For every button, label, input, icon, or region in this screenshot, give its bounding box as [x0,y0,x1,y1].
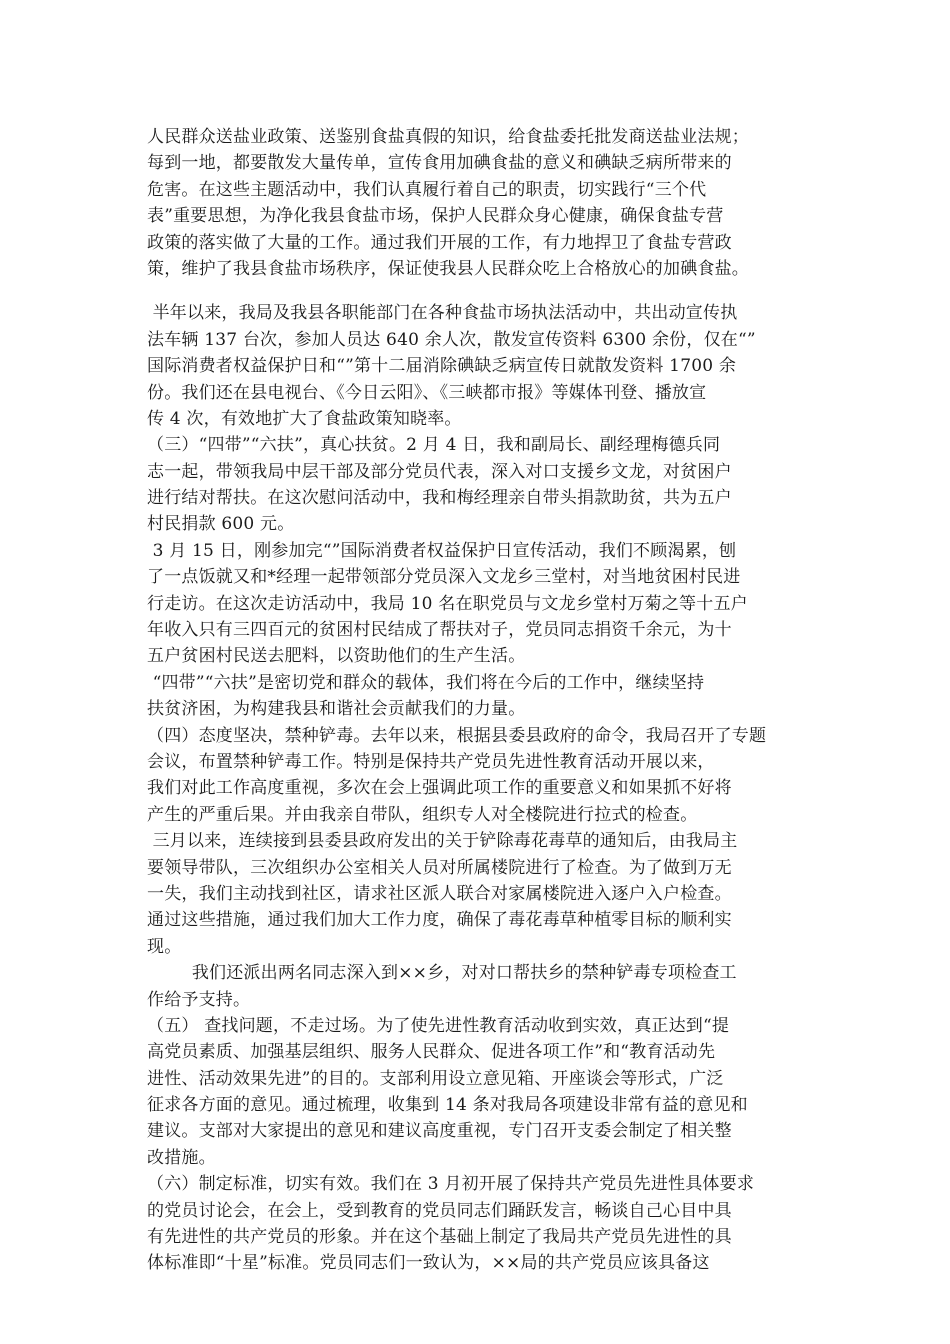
text-line: 会议，布置禁种铲毒工作。特别是保持共产党员先进性教育活动开展以来， [147,751,715,772]
text-line: 改措施。 [147,1147,216,1168]
text-line: （三）“四带”“六扶”，真心扶贫。2 月 4 日，我和副局长、副经理梅德兵同 [147,435,721,456]
text-line: 五户贫困村民送去肥料，以资助他们的生产生活。 [147,646,526,667]
text-line: 国际消费者权益保护日和“”第十二届消除碘缺乏病宣传日就散发资料 1700 余 [147,356,737,377]
text-line: 传 4 次，有效地扩大了食盐政策知晓率。 [147,408,462,429]
text-line: 体标准即“十星”标准。党员同志们一致认为，××局的共产党员应该具备这 [147,1253,710,1274]
text-line: 产生的严重后果。并由我亲自带队，组织专人对全楼院进行拉式的检查。 [147,804,698,825]
text-line: 通过这些措施，通过我们加大工作力度，确保了毒花毒草种植零目标的顺利实 [147,910,732,931]
text-line: 危害。在这些主题活动中，我们认真履行着自己的职责，切实践行“三个代 [147,179,707,200]
paragraph-gap [147,282,827,300]
text-line: 作给予支持。 [147,989,251,1010]
text-line: 行走访。在这次走访活动中，我局 10 名在职党员与文龙乡堂村万菊之等十五户 [147,593,748,614]
document-body [147,124,827,1277]
text-line: 份。我们还在县电视台、《今日云阳》、《三峡都市报》等媒体刊登、播放宣 [147,382,707,403]
text-line: 有先进性的共产党员的形象。并在这个基础上制定了我局共产党员先进性的具 [147,1227,732,1248]
text-line: 要领导带队，三次组织办公室相关人员对所属楼院进行了检查。为了做到万无 [147,857,732,878]
text-line: 征求各方面的意见。通过梳理，收集到 14 条对我局各项建设非常有益的意见和 [147,1095,748,1116]
text-line: 我们对此工作高度重视，多次在会上强调此项工作的重要意义和如果抓不好将 [147,778,732,799]
text-line: 我们还派出两名同志深入到××乡，对对口帮扶乡的禁种铲毒专项检查工 [147,963,737,984]
text-line: （四）态度坚决，禁种铲毒。去年以来，根据县委县政府的命令，我局召开了专题 [147,725,767,746]
text-line: 进行结对帮扶。在这次慰问活动中，我和梅经理亲自带头捐款助贫，共为五户 [147,488,732,509]
text-line: 表”重要思想，为净化我县食盐市场，保护人民群众身心健康，确保食盐专营 [147,206,724,227]
text-line: 法车辆 137 台次，参加人员达 640 余人次，散发宣传资料 6300 余份，仅在“” [147,329,756,350]
text-line: 3 月 15 日，刚参加完“”国际消费者权益保护日宣传活动，我们不顾渴累，刨 [147,540,737,561]
text-line: 一失，我们主动找到社区，请求社区派人联合对家属楼院进入逐户入户检查。 [147,883,732,904]
text-line: （五） 查找问题，不走过场。为了使先进性教育活动收到实效，真正达到“提 [147,1015,730,1036]
text-line: 人民群众送盐业政策、送鉴别食盐真假的知识，给食盐委托批发商送盐业法规； [147,127,749,147]
text-line: 扶贫济困，为构建我县和谐社会贡献我们的力量。 [147,699,526,720]
text-line: 三月以来，连续接到县委县政府发出的关于铲除毒花毒草的通知后，由我局主 [147,831,738,852]
text-line: 现。 [147,936,182,957]
text-line: 进性、活动效果先进”的目的。支部利用设立意见箱、开座谈会等形式，广泛 [147,1068,724,1089]
text-line: 的党员讨论会，在会上，受到教育的党员同志们踊跃发言，畅谈自己心目中具 [147,1200,732,1221]
text-line: 志一起，带领我局中层干部及部分党员代表，深入对口支援乡文龙，对贫困户 [147,461,732,482]
text-line: 村民捐款 600 元。 [147,514,295,535]
text-line: “四带”“六扶”是密切党和群众的载体，我们将在今后的工作中，继续坚持 [147,672,705,693]
text-line: 策，维护了我县食盐市场秩序，保证使我县人民群众吃上合格放心的加碘食盐。 [147,258,749,279]
text-line: 年收入只有三四百元的贫困村民结成了帮扶对子，党员同志捐资千余元，为十 [147,620,732,641]
text-line: 政策的落实做了大量的工作。通过我们开展的工作，有力地捍卫了食盐专营政 [147,232,732,253]
text-line: 半年以来，我局及我县各职能部门在各种食盐市场执法活动中，共出动宣传执 [147,303,738,324]
text-line: 建议。支部对大家提出的意见和建议高度重视，专门召开支委会制定了相关整 [147,1121,732,1142]
text-line: （六）制定标准，切实有效。我们在 3 月初开展了保持共产党员先进性具体要求 [147,1174,755,1195]
text-line: 每到一地，都要散发大量传单，宣传食用加碘食盐的意义和碘缺乏病所带来的 [147,153,732,174]
text-line: 高党员素质、加强基层组织、服务人民群众、促进各项工作”和“教育活动先 [147,1042,716,1063]
text-line: 了一点饭就又和*经理一起带领部分党员深入文龙乡三堂村，对当地贫困村民进 [147,567,741,588]
